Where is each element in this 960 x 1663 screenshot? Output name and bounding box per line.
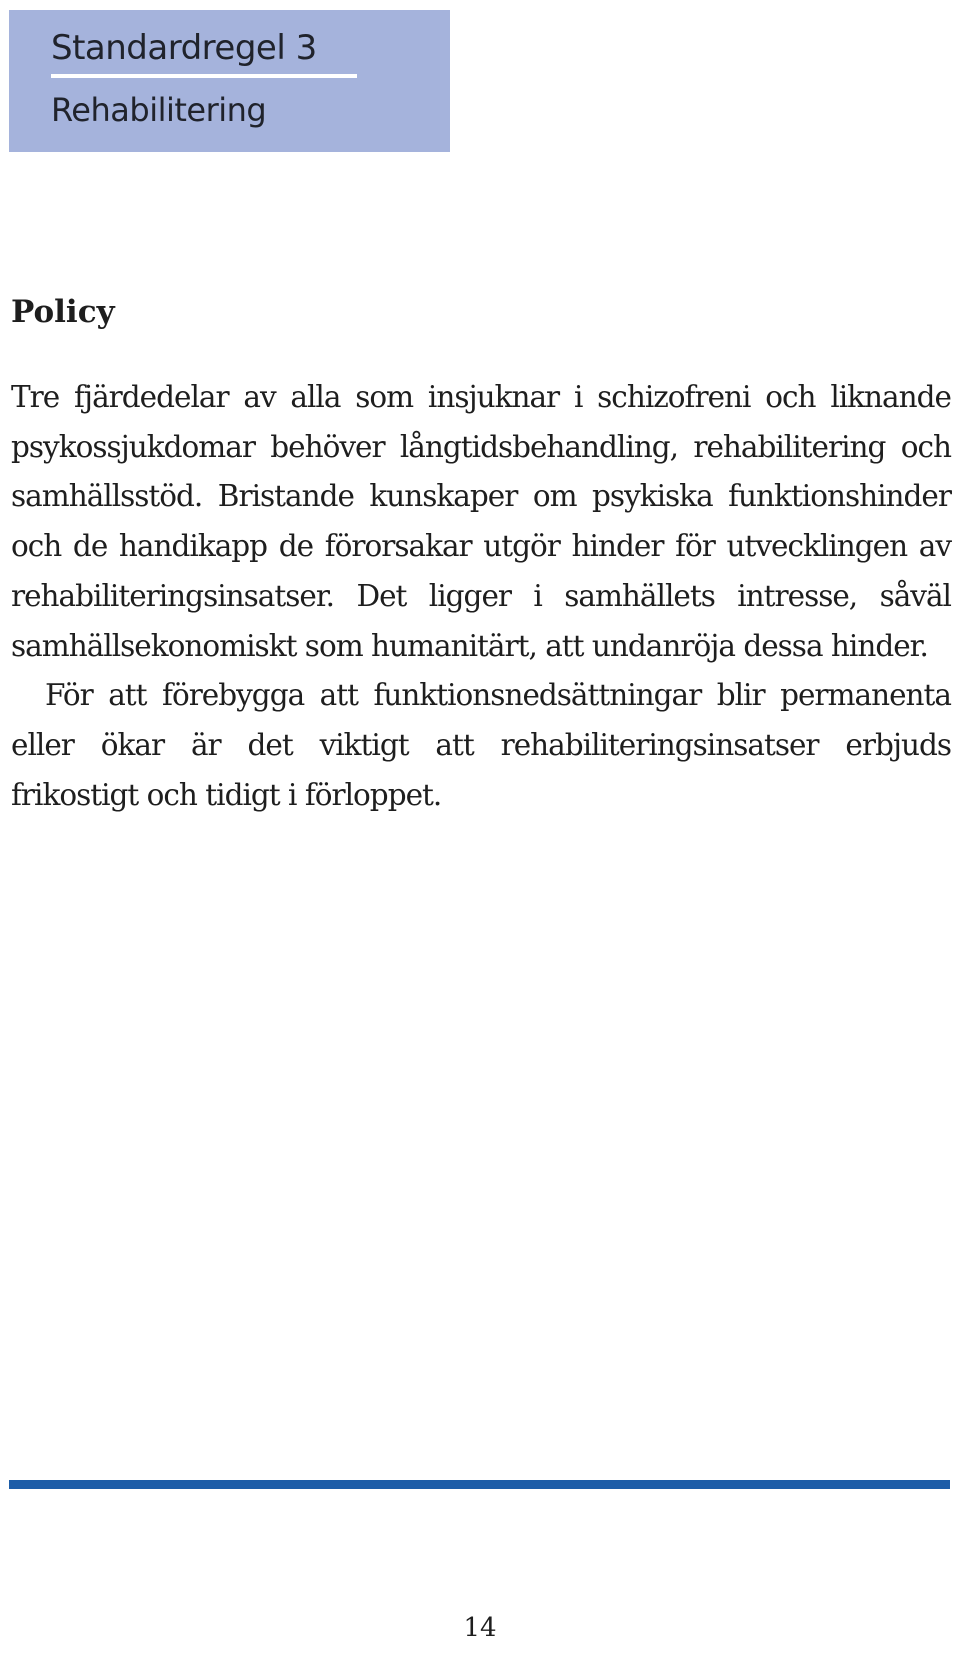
paragraph-prevention: För att förebygga att funktionsnedsättningar blir permanenta eller ökar är det viktigt att rehabiliteringsinsatser erbjuds frikostigt och tidigt i förloppet. (11, 678, 951, 812)
page-number: 14 (463, 1613, 497, 1643)
rule-title: Rehabilitering (51, 91, 267, 129)
title-box (9, 10, 450, 152)
section-heading: Policy (11, 294, 115, 330)
paragraph-policy: Tre fjärdedelar av alla som insjuknar i schizofreni och liknande psykossjukdomar behöver långtidsbehandling, rehabilitering och samhällsstöd. Bristande kunskaper om psykiska funktionshinder och de handikapp de förorsakar utgör hinder för utvecklingen av rehabiliteringsinsatser. Det ligger i samhällets intresse, såväl samhällsekonomiskt som humanitärt, att undanröja dessa hinder. (11, 380, 951, 663)
footer-rule (9, 1480, 950, 1489)
body-text (11, 373, 951, 820)
title-divider (51, 74, 357, 78)
rule-number: Standardregel 3 (51, 28, 317, 68)
